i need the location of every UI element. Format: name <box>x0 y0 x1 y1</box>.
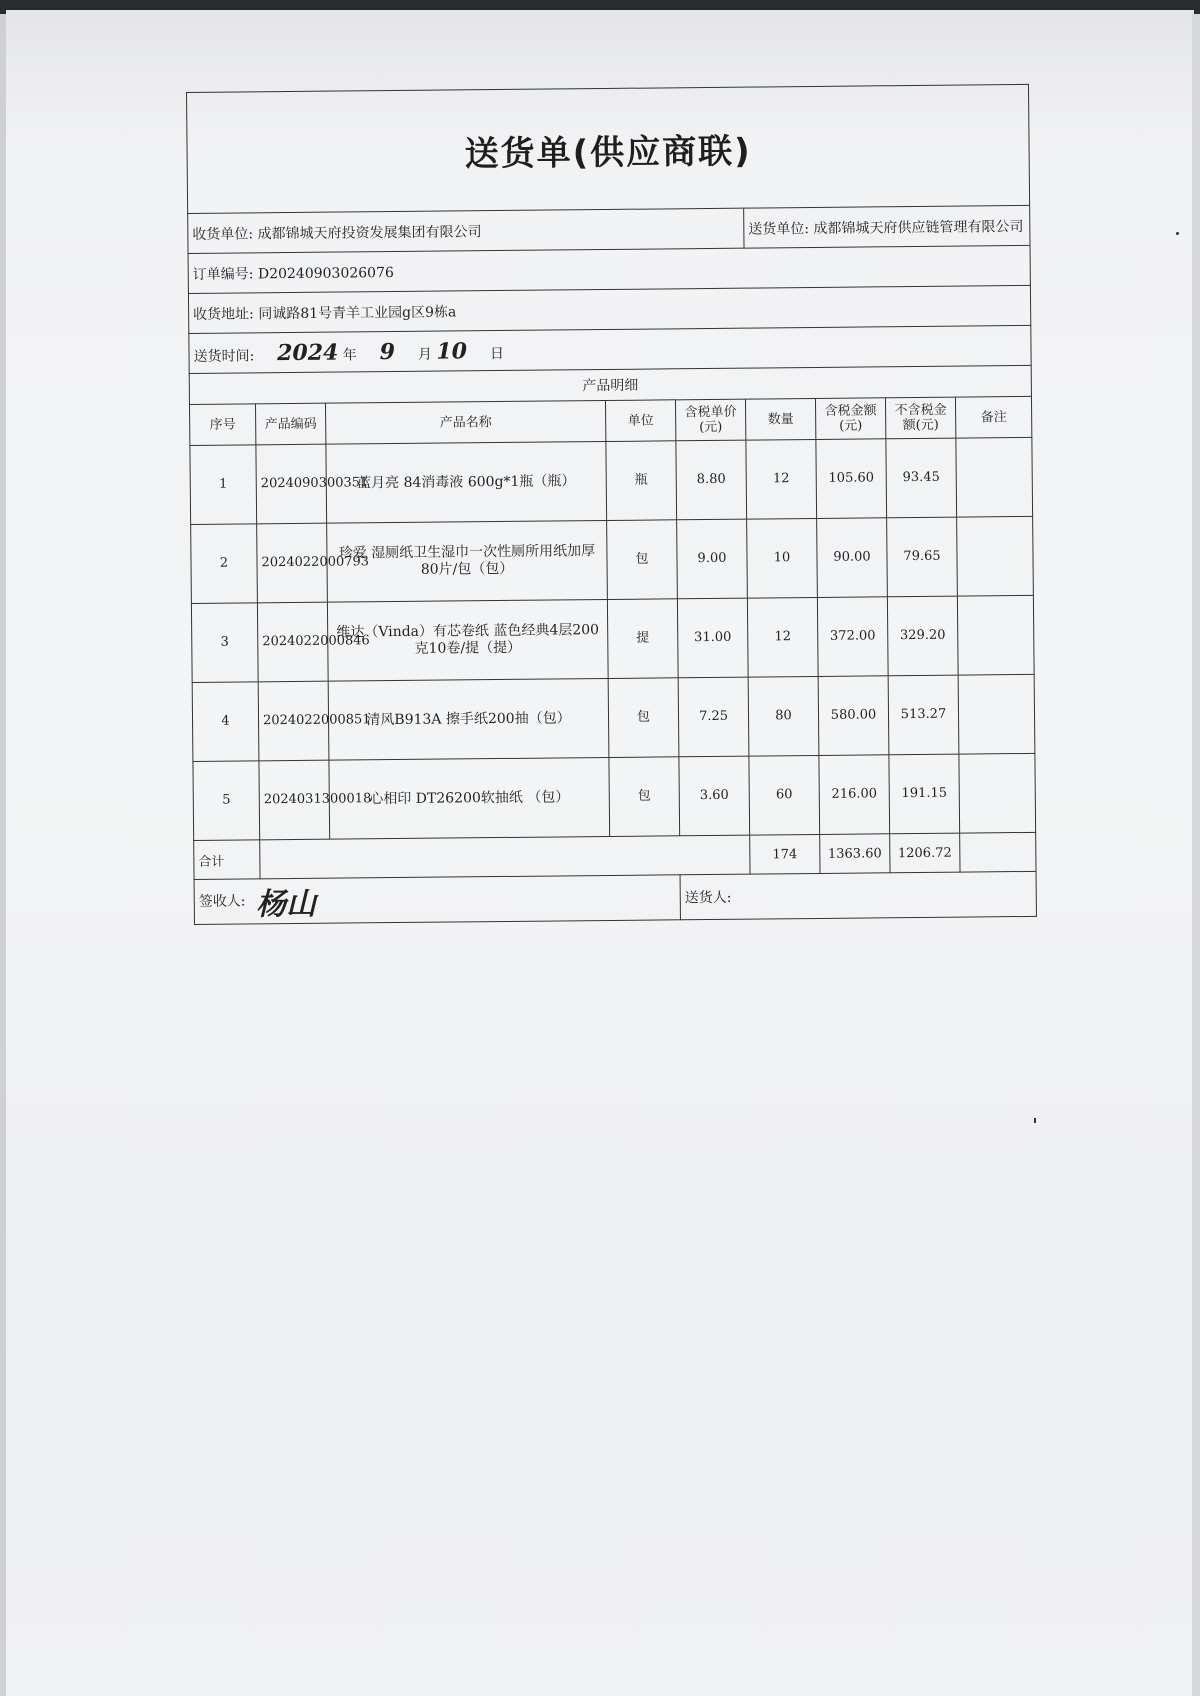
section-title: 产品明细 <box>189 365 1031 404</box>
total-amount-tax: 1363.60 <box>820 834 890 874</box>
item-name: 蓝月亮 84消毒液 600g*1瓶（瓶） <box>326 441 607 523</box>
item-remark <box>959 753 1036 833</box>
col-header-amount-tax: 含税金额(元) <box>815 398 885 440</box>
item-code: 2024022000793 <box>257 523 328 603</box>
deliverer-cell <box>680 871 1036 919</box>
handwritten-signature: 杨山 <box>255 886 317 923</box>
item-amount-tax: 105.60 <box>816 439 887 519</box>
address-label: 收货地址: <box>193 305 254 323</box>
item-seq: 4 <box>192 682 259 762</box>
item-unit: 瓶 <box>606 441 677 521</box>
item-qty: 12 <box>746 439 817 519</box>
paper-speck <box>1034 1118 1036 1123</box>
item-qty: 60 <box>749 755 820 835</box>
item-code: 2024031300018 <box>259 760 330 840</box>
item-seq: 1 <box>190 445 257 525</box>
item-amount-notax: 93.45 <box>886 438 957 518</box>
address-value: 同诚路81号青羊工业园g区9栋a <box>258 303 457 322</box>
item-remark <box>956 437 1033 517</box>
item-unit: 包 <box>607 520 678 600</box>
table-row <box>193 753 1036 840</box>
item-qty: 80 <box>748 676 819 756</box>
item-remark <box>957 595 1034 675</box>
scan-left-edge <box>0 14 6 1696</box>
item-amount-notax: 79.65 <box>887 517 958 597</box>
table-row <box>191 595 1034 682</box>
total-remark <box>960 832 1036 872</box>
item-seq: 3 <box>191 603 258 683</box>
table-row <box>192 674 1035 761</box>
item-qty: 10 <box>747 518 818 598</box>
handwritten-year: 2024 <box>277 339 339 366</box>
item-amount-tax: 216.00 <box>819 755 890 835</box>
col-header-qty: 数量 <box>745 398 815 440</box>
item-code: 2024090300351 <box>256 444 327 524</box>
item-amount-tax: 372.00 <box>817 597 888 677</box>
year-unit: 年 <box>342 346 357 364</box>
sender-label: 送货单位: <box>748 220 810 238</box>
handwritten-day: 10 <box>436 337 468 365</box>
item-amount-tax: 580.00 <box>818 676 889 756</box>
deliverer-label: 送货人: <box>684 889 732 907</box>
paper-speck <box>1176 232 1179 235</box>
item-price: 31.00 <box>677 598 748 678</box>
sender-cell <box>744 205 1030 248</box>
scan-right-edge <box>1192 14 1200 1696</box>
col-header-price: 含税单价(元) <box>675 399 745 441</box>
col-header-code: 产品编码 <box>255 403 325 445</box>
delivery-note-table <box>186 84 1037 925</box>
signer-cell <box>194 875 680 925</box>
col-header-unit: 单位 <box>605 400 675 442</box>
item-amount-notax: 191.15 <box>889 754 960 834</box>
item-unit: 包 <box>608 678 679 758</box>
item-price: 9.00 <box>677 519 748 599</box>
total-label: 合计 <box>194 840 260 880</box>
item-remark <box>957 516 1034 596</box>
signer-label: 签收人: <box>198 893 246 910</box>
item-qty: 12 <box>747 597 818 677</box>
handwritten-month: 9 <box>379 338 396 365</box>
item-seq: 2 <box>191 524 258 604</box>
order-label: 订单编号: <box>192 265 254 283</box>
item-amount-notax: 329.20 <box>887 596 958 676</box>
item-code: 2024022000851 <box>258 681 329 761</box>
day-unit: 日 <box>489 345 505 362</box>
item-code: 2024022000846 <box>257 602 328 682</box>
total-spacer <box>260 835 750 879</box>
item-name: 心相印 DT26200软抽纸 （包） <box>329 757 610 839</box>
col-header-seq: 序号 <box>189 404 255 446</box>
item-amount-notax: 513.27 <box>888 675 959 755</box>
order-number: D20240903026076 <box>257 264 394 282</box>
receiver-value: 成都锦城天府投资发展集团有限公司 <box>257 223 482 242</box>
date-label: 送货时间: <box>193 347 255 365</box>
col-header-remark: 备注 <box>955 396 1031 438</box>
document-title: 送货单(供应商联) <box>187 84 1030 213</box>
item-price: 3.60 <box>679 756 750 836</box>
item-name: 清风B913A 擦手纸200抽（包） <box>328 678 609 760</box>
table-row <box>190 437 1033 524</box>
item-amount-tax: 90.00 <box>817 518 888 598</box>
item-remark <box>958 674 1035 754</box>
item-name: 维达（Vinda）有芯卷纸 蓝色经典4层200克10卷/提（提） <box>327 599 608 681</box>
signature-row <box>194 871 1036 924</box>
sender-value: 成都锦城天府供应链管理有限公司 <box>813 218 1024 237</box>
item-name: 珍爱 湿厕纸卫生湿巾一次性厕所用纸加厚80片/包（包） <box>327 520 608 602</box>
delivery-note <box>186 84 1036 925</box>
col-header-amount-notax: 不含税金额(元) <box>885 397 955 439</box>
item-unit: 提 <box>607 599 678 679</box>
item-price: 8.80 <box>676 440 747 520</box>
receiver-label: 收货单位: <box>192 225 254 243</box>
item-price: 7.25 <box>678 677 749 757</box>
month-unit: 月 <box>417 346 433 363</box>
table-row <box>191 516 1034 603</box>
item-seq: 5 <box>193 761 260 841</box>
item-unit: 包 <box>609 757 680 837</box>
col-header-name: 产品名称 <box>325 400 605 444</box>
total-qty: 174 <box>750 834 820 874</box>
receiver-cell <box>188 208 744 253</box>
total-amount-notax: 1206.72 <box>890 833 960 873</box>
